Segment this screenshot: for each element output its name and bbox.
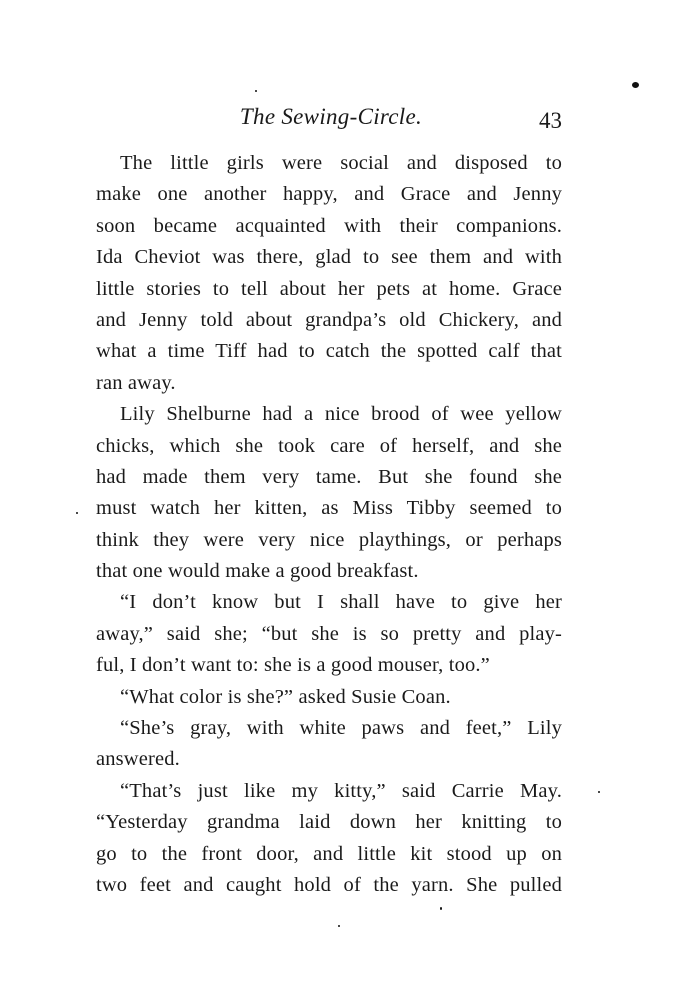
paragraph	[96, 713, 562, 776]
page-number: 43	[539, 108, 562, 133]
ink-speck	[598, 791, 600, 793]
text-line: go to the front door, and little kit stood up on	[96, 842, 562, 865]
ink-speck	[632, 82, 639, 88]
page-header	[96, 104, 566, 140]
body-text	[96, 148, 562, 901]
text-line: and Jenny told about grandpa’s old Chickery, and	[96, 308, 562, 331]
text-line: The little girls were social and disposed to	[120, 152, 562, 174]
paragraph	[96, 399, 562, 587]
ink-speck	[338, 925, 340, 927]
text-line: ran away.	[96, 371, 176, 394]
ink-speck	[255, 90, 257, 92]
running-title: The Sewing-Circle.	[239, 104, 423, 129]
text-line: answered.	[96, 748, 180, 771]
text-line: Lily Shelburne had a nice brood of wee yellow	[120, 403, 562, 426]
text-line: that one would make a good breakfast.	[96, 560, 419, 583]
paragraph	[96, 148, 562, 399]
text-line: must watch her kitten, as Miss Tibby seemed to	[96, 497, 562, 520]
paragraph	[96, 682, 562, 713]
text-line: Ida Cheviot was there, glad to see them and with	[96, 246, 562, 269]
paragraph	[96, 776, 562, 902]
text-line: away,” said she; “but she is so pretty and play-	[96, 622, 562, 645]
text-line: soon became acquainted with their companions.	[96, 214, 562, 237]
text-line: chicks, which she took care of herself, and she	[96, 434, 562, 457]
text-line: “I don’t know but I shall have to give her	[120, 591, 562, 614]
text-line: “What color is she?” asked Susie Coan.	[120, 685, 451, 708]
ink-speck	[76, 512, 78, 514]
ink-speck	[440, 907, 442, 910]
text-line: what a time Tiff had to catch the spotted calf that	[96, 340, 562, 363]
text-line: “She’s gray, with white paws and feet,” Lily	[120, 717, 562, 740]
text-line: think they were very nice playthings, or perhaps	[96, 528, 562, 551]
text-line: “That’s just like my kitty,” said Carrie May.	[120, 779, 562, 802]
text-line: little stories to tell about her pets at home. Grace	[96, 277, 562, 300]
paragraph	[96, 587, 562, 681]
text-line: ful, I don’t want to: she is a good mouser, too.”	[96, 654, 490, 677]
text-line: make one another happy, and Grace and Jenny	[96, 183, 562, 206]
text-line: “Yesterday grandma laid down her knitting to	[96, 811, 562, 834]
text-line: had made them very tame. But she found she	[96, 465, 562, 488]
text-line: two feet and caught hold of the yarn. She pulled	[96, 873, 562, 896]
